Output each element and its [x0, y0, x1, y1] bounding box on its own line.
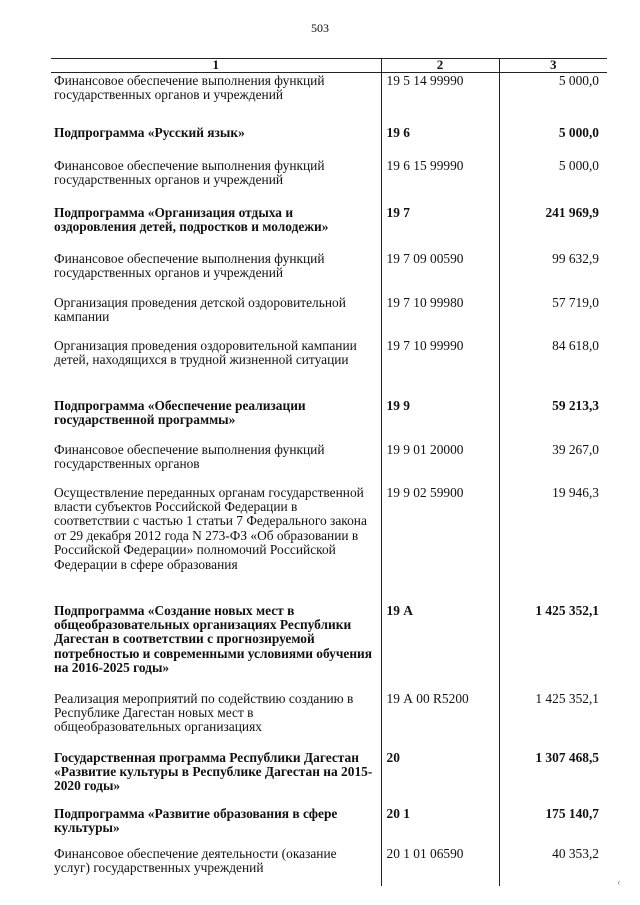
- row-amount-cell: 5 000,0: [499, 158, 607, 205]
- row-amount-cell: 241 969,9: [499, 205, 607, 251]
- table-row: [51, 338, 607, 398]
- table-row: [51, 442, 607, 485]
- row-code-cell: 19 9: [381, 398, 499, 442]
- row-amount-cell: 5 000,0: [499, 125, 607, 158]
- row-amount-cell: 59 213,3: [499, 398, 607, 442]
- table-header-row: [51, 59, 607, 73]
- row-name-cell: Подпрограмма «Создание новых мест в общеобразовательных организациях Республики Дагестан в соответствии с прогнозируемой потребностью и современными условиями обучения на 2016-2025 годы»: [54, 602, 373, 676]
- row-code-cell: 19 5 14 99990: [381, 73, 499, 125]
- table-row: [51, 158, 607, 205]
- page-number: 503: [311, 21, 329, 35]
- row-name-cell: Организация проведения оздоровительной кампании детей, находящихся в трудной жизненной ситуации: [54, 337, 357, 367]
- row-name-cell: Подпрограмма «Развитие образования в сфере культуры»: [54, 805, 338, 835]
- row-code-cell: 20 1: [381, 806, 499, 846]
- row-code-cell: 19 7 09 00590: [381, 251, 499, 295]
- table-row: [51, 691, 607, 750]
- budget-table: [51, 58, 607, 886]
- row-code-cell: 19 7 10 99990: [381, 338, 499, 398]
- row-code-cell: 19 7: [381, 205, 499, 251]
- table-body: [51, 73, 607, 886]
- row-code-cell: 20 1 01 06590: [381, 846, 499, 886]
- row-code-cell: 19 6 15 99990: [381, 158, 499, 205]
- row-name-cell: Финансовое обеспечение выполнения функций государственных органов: [54, 441, 325, 471]
- row-code-cell: 19 9 02 59900: [381, 485, 499, 603]
- row-name-cell: Подпрограмма «Организация отдыха и оздоровления детей, подростков и молодежи»: [54, 204, 329, 234]
- corner-mark: ᶜ: [618, 879, 621, 890]
- row-amount-cell: 19 946,3: [499, 485, 607, 603]
- row-name-cell: Финансовое обеспечение выполнения функций государственных органов и учреждений: [54, 250, 325, 280]
- row-amount-cell: 40 353,2: [499, 846, 607, 886]
- row-name-cell: Осуществление переданных органам государственной власти субъектов Российской Федерации в соответствии с частью 1 статьи 7 Федерального закона от 29 декабря 2012 года N 273-ФЗ «Об образовании в Российской Федерации» полномочий Российской Федерации в сфере образования: [54, 484, 367, 572]
- row-name-cell: Финансовое обеспечение выполнения функций государственных органов и учреждений: [54, 73, 325, 103]
- row-amount-cell: 5 000,0: [499, 73, 607, 125]
- row-amount-cell: 1 425 352,1: [499, 691, 607, 750]
- table-row: [51, 125, 607, 158]
- row-amount-cell: 99 632,9: [499, 251, 607, 295]
- row-amount-cell: 1 307 468,5: [499, 750, 607, 806]
- row-name-cell: Финансовое обеспечение деятельности (оказание услуг) государственных учреждений: [54, 845, 337, 875]
- row-amount-cell: 84 618,0: [499, 338, 607, 398]
- row-amount-cell: 175 140,7: [499, 806, 607, 846]
- row-name-cell: Организация проведения детской оздоровительной кампании: [54, 294, 346, 324]
- row-code-cell: 20: [381, 750, 499, 806]
- row-amount-cell: 39 267,0: [499, 442, 607, 485]
- row-amount-cell: 1 425 352,1: [499, 603, 607, 691]
- row-name-cell: Подпрограмма «Обеспечение реализации государственной программы»: [54, 397, 306, 427]
- row-name-cell: Финансовое обеспечение выполнения функций государственных органов и учреждений: [54, 157, 325, 187]
- table-row: [51, 251, 607, 295]
- table-row: [51, 295, 607, 338]
- row-amount-cell: 57 719,0: [499, 295, 607, 338]
- row-name-cell: Подпрограмма «Русский язык»: [54, 124, 245, 140]
- table-row: [51, 846, 607, 886]
- table-row: [51, 750, 607, 806]
- row-code-cell: 19 А: [381, 603, 499, 691]
- row-name-cell: Государственная программа Республики Дагестан «Развитие культуры в Республике Дагестан на 2015-2020 годы»: [54, 749, 373, 794]
- table-row: [51, 73, 607, 125]
- table-row: [51, 398, 607, 442]
- row-code-cell: 19 6: [381, 125, 499, 158]
- row-name-cell: Реализация мероприятий по содействию созданию в Республике Дагестан новых мест в общеобразовательных организациях: [54, 690, 354, 735]
- column-header-amount: 3: [499, 59, 607, 73]
- table-row: [51, 205, 607, 251]
- table-row: [51, 485, 607, 603]
- row-code-cell: 19 9 01 20000: [381, 442, 499, 485]
- column-header-name: 1: [51, 59, 381, 73]
- row-code-cell: 19 А 00 R5200: [381, 691, 499, 750]
- table-row: [51, 603, 607, 691]
- table-row: [51, 806, 607, 846]
- column-header-code: 2: [381, 59, 499, 73]
- row-code-cell: 19 7 10 99980: [381, 295, 499, 338]
